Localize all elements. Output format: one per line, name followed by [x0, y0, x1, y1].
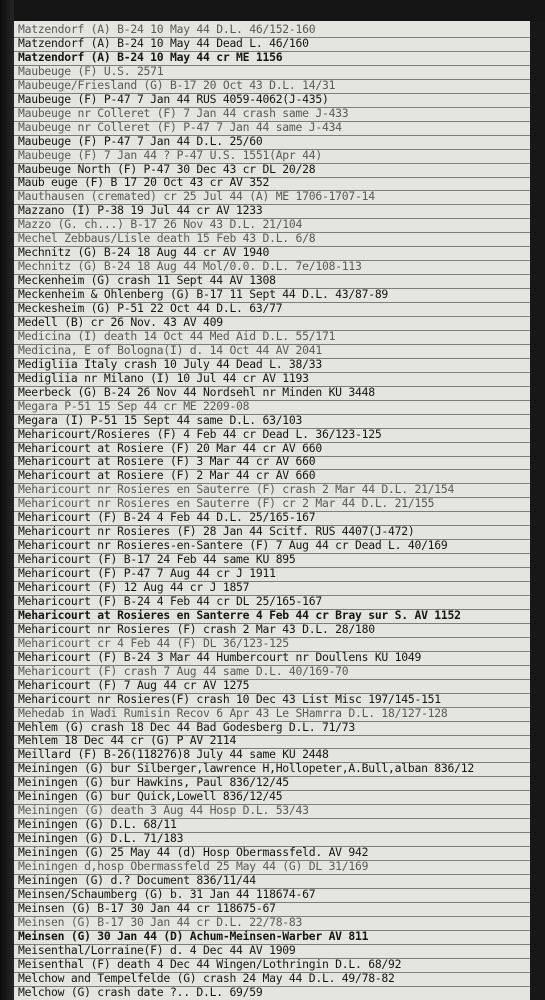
entry-text: Meharicourt nr Rosieres (F) crash 2 Mar 43 D.L. 28/180 [18, 621, 375, 636]
entry-text: Mauthausen (cremated) cr 25 Jul 44 (A) ME 1706-1707-14 [18, 189, 375, 204]
entry-text: Meharicourt at Rosieres en Santerre 4 Feb 44 cr Bray sur S. AV 1152 [18, 607, 461, 622]
entry-text: Meharicourt (F) B-24 3 Mar 44 Humbercourt nr Doullens KU 1049 [18, 649, 422, 664]
entry-text: Meillard (F) B-26(118276)8 July 44 same KU 2448 [18, 747, 329, 762]
scan-border-left [0, 0, 14, 1000]
entry-text: Maubeuge (F) P-47 7 Jan 44 D.L. 25/60 [18, 133, 263, 148]
entry-text: Meisenthal/Lorraine(F) d. 4 Dec 44 AV 1909 [18, 942, 296, 957]
entry-text: Matzendorf (A) B-24 10 May 44 D.L. 46/152-160 [18, 22, 316, 36]
entry-text: Meinsen/Schaumberg (G) b. 31 Jan 44 118674-67 [18, 886, 316, 901]
entry-text: Meharicourt at Rosiere (F) 20 Mar 44 cr AV 660 [18, 440, 322, 455]
entry-text: Meinsen (G) 30 Jan 44 (D) Achum-Meinsen-Warber AV 811 [18, 928, 369, 943]
entry-text: Meinsen (G) B-17 30 Jan 44 cr D.L. 22/78-83 [18, 914, 303, 929]
entry-text: Meharicourt (F) P-47 7 Aug 44 cr J 1911 [18, 566, 276, 581]
entry-text: Melchow and Tempelfelde (G) crash 24 May 44 D.L. 49/78-82 [18, 970, 395, 985]
entry-text: Maubeuge/Friesland (G) B-17 20 Oct 43 D.L. 14/31 [18, 77, 336, 92]
index-card-list [14, 21, 530, 1000]
entry-text: Mechnitz (G) B-24 18 Aug 44 cr AV 1940 [18, 245, 270, 260]
entry-text: Mechel Zebbaus/Lisle death 15 Feb 43 D.L. 6/8 [18, 231, 316, 246]
entry-text: Meharicourt (F) B-17 24 Feb 44 same KU 895 [18, 552, 296, 567]
scan-border-top [0, 0, 545, 21]
entry-text: Mehlem (G) crash 18 Dec 44 Bad Godesberg D.L. 71/73 [18, 719, 355, 734]
entry-text: Meinsen (G) B-17 30 Jan 44 cr 118675-67 [18, 900, 276, 915]
entry-text: Meckenheim & Ohlenberg (G) B-17 11 Sept 44 D.L. 43/87-89 [18, 287, 389, 302]
entry-text: Meiningen (G) d.? Document 836/11/44 [18, 872, 256, 887]
entry-text: Maubeuge nr Colleret (F) 7 Jan 44 crash same J-433 [18, 105, 349, 120]
entry-text: Meiningen (G) death 3 Aug 44 Hosp D.L. 53/43 [18, 803, 309, 818]
entry-text: Meharicourt nr Rosieres en Sauterre (F) crash 2 Mar 44 D.L. 21/154 [18, 482, 455, 497]
entry-text: Maubeuge North (F) P-47 30 Dec 43 cr DL 20/28 [18, 161, 316, 176]
entry-text: Meiningen (G) D.L. 71/183 [18, 831, 184, 846]
index-card-entry [14, 984, 530, 1000]
entry-text: Meharicourt at Rosiere (F) 2 Mar 44 cr AV 660 [18, 468, 316, 483]
entry-text: Medigliia Italy crash 10 July 44 Dead L. 38/33 [18, 356, 322, 371]
entry-text: Medicina, E of Bologna(I) d. 14 Oct 44 AV 2041 [18, 342, 322, 357]
entry-text: Mazzano (I) P-38 19 Jul 44 cr AV 1233 [18, 203, 263, 218]
entry-text: Meharicourt nr Rosieres (F) 28 Jan 44 Scitf. RUS 4407(J-472) [18, 524, 415, 539]
entry-text: Meharicourt nr Rosieres en Sauterre (F) cr 2 Mar 44 D.L. 21/155 [18, 496, 435, 511]
entry-text: Maub euge (F) B 17 20 Oct 43 cr AV 352 [18, 175, 270, 190]
entry-text: Meharicourt (F) 7 Aug 44 cr AV 1275 [18, 677, 250, 692]
entry-text: Meisenthal (F) death 4 Dec 44 Wingen/Lothringin D.L. 68/92 [18, 956, 402, 971]
entry-text: Meharicourt (F) B-24 4 Feb 44 cr DL 25/165-167 [18, 593, 322, 608]
entry-text: Maubeuge (F) 7 Jan 44 ? P-47 U.S. 1551(Apr 44) [18, 147, 322, 162]
entry-text: Matzendorf (A) B-24 10 May 44 cr ME 1156 [18, 49, 283, 64]
entry-text: Meharicourt nr Rosieres(F) crash 10 Dec 43 List Misc 197/145-151 [18, 691, 441, 706]
entry-text: Medell (B) cr 26 Nov. 43 AV 409 [18, 314, 223, 329]
entry-text: Maubeuge (F) U.S. 2571 [18, 63, 164, 78]
entry-text: Matzendorf (A) B-24 10 May 44 Dead L. 46/160 [18, 35, 309, 50]
entry-text: Maubeuge (F) P-47 7 Jan 44 RUS 4059-4062(J-435) [18, 91, 329, 106]
entry-text: Meerbeck (G) B-24 26 Nov 44 Nordsehl nr Minden KU 3448 [18, 384, 375, 399]
entry-text: Meckenheim (G) crash 11 Sept 44 AV 1308 [18, 273, 276, 288]
entry-text: Medigliia nr Milano (I) 10 Jul 44 cr AV 1193 [18, 370, 309, 385]
entry-text: Mehlem 18 Dec 44 cr (G) P AV 2114 [18, 733, 237, 748]
entry-text: Mazzo (G. ch...) B-17 26 Nov 43 D.L. 21/104 [18, 217, 303, 232]
entry-text: Meiningen (G) 25 May 44 (d) Hosp Obermassfeld. AV 942 [18, 845, 369, 860]
entry-text: Megara P-51 15 Sep 44 cr ME 2209-08 [18, 398, 250, 413]
entry-text: Meharicourt/Rosieres (F) 4 Feb 44 cr Dead L. 36/123-125 [18, 426, 382, 441]
entry-text: Maubeuge nr Colleret (F) P-47 7 Jan 44 same J-434 [18, 119, 342, 134]
entry-text: Meiningen d,hosp Obermassfeld 25 May 44 (G) DL 31/169 [18, 859, 369, 873]
entry-text: Meharicourt at Rosiere (F) 3 Mar 44 cr AV 660 [18, 454, 316, 469]
entry-text: Mehedab in Wadi Rumisin Recov 6 Apr 43 Le SHamrra D.L. 18/127-128 [18, 705, 448, 720]
entry-text: Meiningen (G) D.L. 68/11 [18, 817, 177, 832]
entry-text: Meharicourt cr 4 Feb 44 (F) DL 36/123-125 [18, 635, 289, 650]
entry-text: Meharicourt nr Rosieres-en-Santere (F) 7 Aug 44 cr Dead L. 40/169 [18, 538, 448, 553]
entry-text: Mechnitz (G) B-24 18 Aug 44 Mol/0.0. D.L. 7e/108-113 [18, 259, 362, 274]
entry-text: Meiningen (G) bur Silberger,lawrence H,Hollopeter,A.Bull,alban 836/12 [18, 761, 474, 776]
entry-text: Meharicourt (F) 12 Aug 44 cr J 1857 [18, 580, 250, 594]
entry-text: Meiningen (G) bur Quick,Lowell 836/12/45 [18, 789, 283, 804]
entry-text: Melchow (G) crash date ?.. D.L. 69/59 [18, 984, 263, 999]
entry-text: Medicina (I) death 14 Oct 44 Med Aid D.L. 55/171 [18, 328, 336, 343]
entry-text: Meharicourt (F) B-24 4 Feb 44 D.L. 25/165-167 [18, 510, 316, 525]
entry-text: Megara (I) P-51 15 Sept 44 same D.L. 63/103 [18, 412, 303, 427]
entry-text: Meiningen (G) bur Hawkins, Paul 836/12/45 [18, 775, 289, 790]
entry-text: Meckesheim (G) P-51 22 Oct 44 D.L. 63/77 [18, 301, 283, 315]
entry-text: Meharicourt (F) crash 7 Aug 44 same D.L. 40/169-70 [18, 663, 349, 678]
